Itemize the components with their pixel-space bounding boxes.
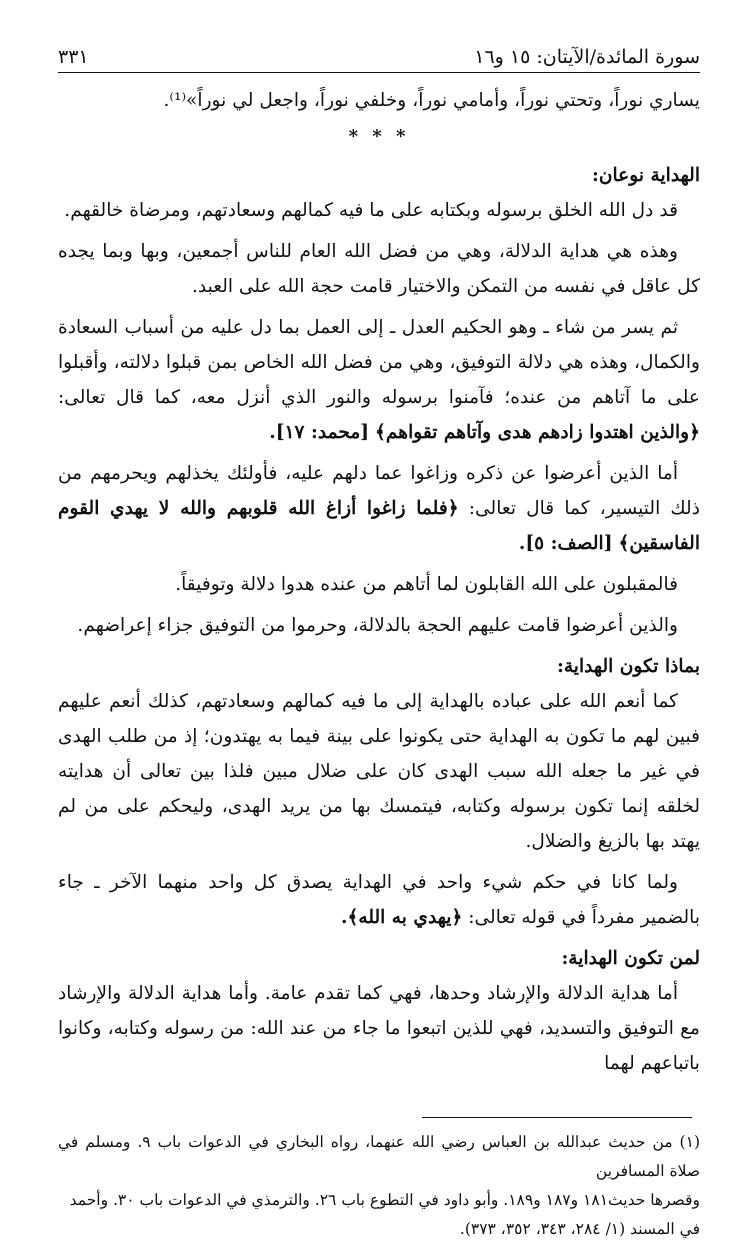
paragraph: قد دل الله الخلق برسوله وبكتابه على ما فيه كمالهم وسعادتهم، ومرضاة خالقهم.: [64, 200, 678, 221]
quran-verse: ﴿فلما زاغوا أزاغ الله قلوبهم والله لا يهدي القوم الفاسقين﴾: [58, 498, 700, 554]
paragraph: [58, 310, 700, 450]
paragraph: وهذه هي هداية الدلالة، وهي من فضل الله العام للناس أجمعين، وبها وبما يجده كل عاقل في نفسه من التمكن والاختيار قامت حجة الله على العبد.: [58, 241, 700, 297]
page-number: ٣٣١: [58, 46, 89, 68]
paragraph: فالمقبلون على الله القابلون لما أتاهم من عنده هدوا دلالة وتوفيقاً.: [175, 574, 678, 595]
footnote-line: (١) من حديث عبدالله بن العباس رضي الله عنهما، رواه البخاري في الدعوات باب ٩. ومسلم في صلاة المسافرين: [58, 1133, 700, 1180]
paragraph: [58, 456, 700, 561]
paragraph: [58, 865, 700, 935]
main-text: [58, 83, 700, 1081]
paragraph: كما أنعم الله على عباده بالهداية إلى ما فيه كمالهم وسعادتهم، كذلك أنعم عليهم فبين لهم ما تكون به الهداية حتى يكونوا على بينة فيما به يهتدون؛ إذ من طلب الهدى في غير ما جعله الله سبب الهدى كان على ضلال مبين فلذا بين تعالى أن هدايته لخلقه إنما تكون برسوله وكتابه، فيتمسك بها من يريد الهدى، وليحكم على من لم يهتد بها بالزيغ والضلال.: [58, 691, 700, 852]
running-header: [58, 34, 700, 68]
footnote-divider: [422, 1117, 692, 1118]
section-heading-types: الهداية نوعان:: [591, 165, 700, 186]
section-heading-recipients: لمن تكون الهداية:: [561, 948, 700, 969]
paragraph-text: أما الذين أعرضوا عن ذكره وزاغوا عما دلهم عليه، فأولئك يخذلهم ويحرمهم من ذلك التيسير، كما قال تعالى:: [58, 463, 700, 519]
paragraph: أما هداية الدلالة والإرشاد وحدها، فهي كما تقدم عامة. وأما هداية الدلالة والإرشاد مع التوفيق والتسديد، فهي للذين اتبعوا ما جاء من عند الله: من رسوله وكتابه، وكانوا باتباعهم لهما: [58, 983, 700, 1074]
verse-reference: [الصف: ٥].: [518, 533, 613, 554]
footnote-line: وقصرها حديث١٨١ و١٨٧ و١٨٩. وأبو داود في التطوع باب ٢٦. والترمذي في الدعوات باب ٣٠. وأحمد: [69, 1191, 700, 1209]
paragraph-text: ثم يسر من شاء ـ وهو الحكيم العدل ـ إلى العمل بما دل عليه من أسباب السعادة والكمال، وهذه هي دلالة التوفيق، وهي من فضل الله الخاص بمن قبلوا دلالته، وأقبلوا على ما آتاهم من عنده؛ فآمنوا برسوله والنور الذي أنزل معه، كما قال تعالى:: [58, 317, 700, 408]
header-divider: [58, 72, 700, 73]
opening-line: يساري نوراً، وتحتي نوراً، وأمامي نوراً، وخلفي نوراً، واجعل لي نوراً»⁽¹⁾.: [163, 90, 700, 111]
footnote: [58, 1128, 700, 1244]
quran-verse: ﴿يهدي به الله﴾.: [340, 907, 463, 928]
section-heading-means: بماذا تكون الهداية:: [556, 656, 700, 677]
paragraph: والذين أعرضوا قامت عليهم الحجة بالدلالة، وحرموا من التوفيق جزاء إعراضهم.: [77, 615, 678, 636]
quran-verse: ﴿والذين اهتدوا زادهم هدى وآتاهم تقواهم﴾: [375, 422, 700, 443]
paragraph-text: ولما كانا في حكم شيء واحد في الهداية يصدق كل واحد منهما الآخر ـ جاء بالضمير مفرداً في قوله تعالى:: [58, 872, 700, 928]
section-separator: * * *: [348, 126, 410, 147]
footnote-line: في المسند (١/ ٢٨٤، ٣٤٣، ٣٥٢، ٣٧٣).: [459, 1220, 700, 1238]
verse-reference: [محمد: ١٧].: [269, 422, 370, 443]
header-title: سورة المائدة/الآيتان: ١٥ و١٦: [474, 46, 700, 68]
